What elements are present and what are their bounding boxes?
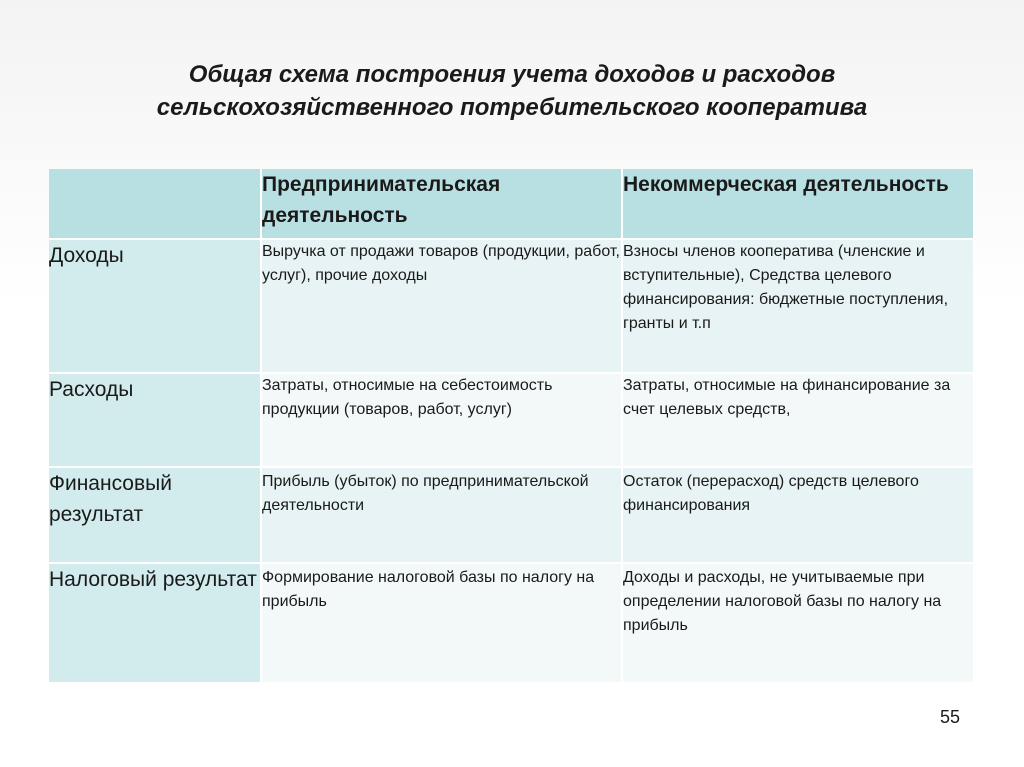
tax-result-entrepreneurial-cell: Формирование налоговой базы по налогу на прибыль bbox=[262, 564, 623, 684]
table-header-row bbox=[49, 169, 975, 240]
row-header-tax-result: Налоговый результат bbox=[49, 564, 262, 684]
financial-result-entrepreneurial-cell: Прибыль (убыток) по предпринимательской деятельности bbox=[262, 468, 623, 564]
table-row bbox=[49, 374, 975, 468]
income-entrepreneurial-cell: Выручка от продажи товаров (продукции, работ, услуг), прочие доходы bbox=[262, 240, 623, 374]
income-noncommercial-cell: Взносы членов кооператива (членские и вступительные), Средства целевого финансирования: бюджетные поступления, гранты и т.п bbox=[623, 240, 975, 374]
table-corner-cell bbox=[49, 169, 262, 240]
expenses-noncommercial-cell: Затраты, относимые на финансирование за счет целевых средств, bbox=[623, 374, 975, 468]
accounting-scheme-table bbox=[49, 169, 975, 684]
row-header-financial-result: Финансовый результат bbox=[49, 468, 262, 564]
row-header-income: Доходы bbox=[49, 240, 262, 374]
expenses-entrepreneurial-cell: Затраты, относимые на себестоимость продукции (товаров, работ, услуг) bbox=[262, 374, 623, 468]
slide-title-line-2: сельскохозяйственного потребительского кооператива bbox=[156, 94, 868, 121]
row-header-expenses: Расходы bbox=[49, 374, 262, 468]
slide-title-line-1: Общая схема построения учета доходов и расходов bbox=[188, 61, 836, 88]
slide-title bbox=[0, 58, 1024, 124]
column-header-entrepreneurial: Предпринимательская деятельность bbox=[262, 169, 623, 240]
table-row bbox=[49, 468, 975, 564]
tax-result-noncommercial-cell: Доходы и расходы, не учитываемые при определении налоговой базы по налогу на прибыль bbox=[623, 564, 975, 684]
page-number: 55 bbox=[940, 707, 961, 727]
table-row bbox=[49, 240, 975, 374]
table-row bbox=[49, 564, 975, 684]
financial-result-noncommercial-cell: Остаток (перерасход) средств целевого финансирования bbox=[623, 468, 975, 564]
column-header-noncommercial: Некоммерческая деятельность bbox=[623, 169, 975, 240]
